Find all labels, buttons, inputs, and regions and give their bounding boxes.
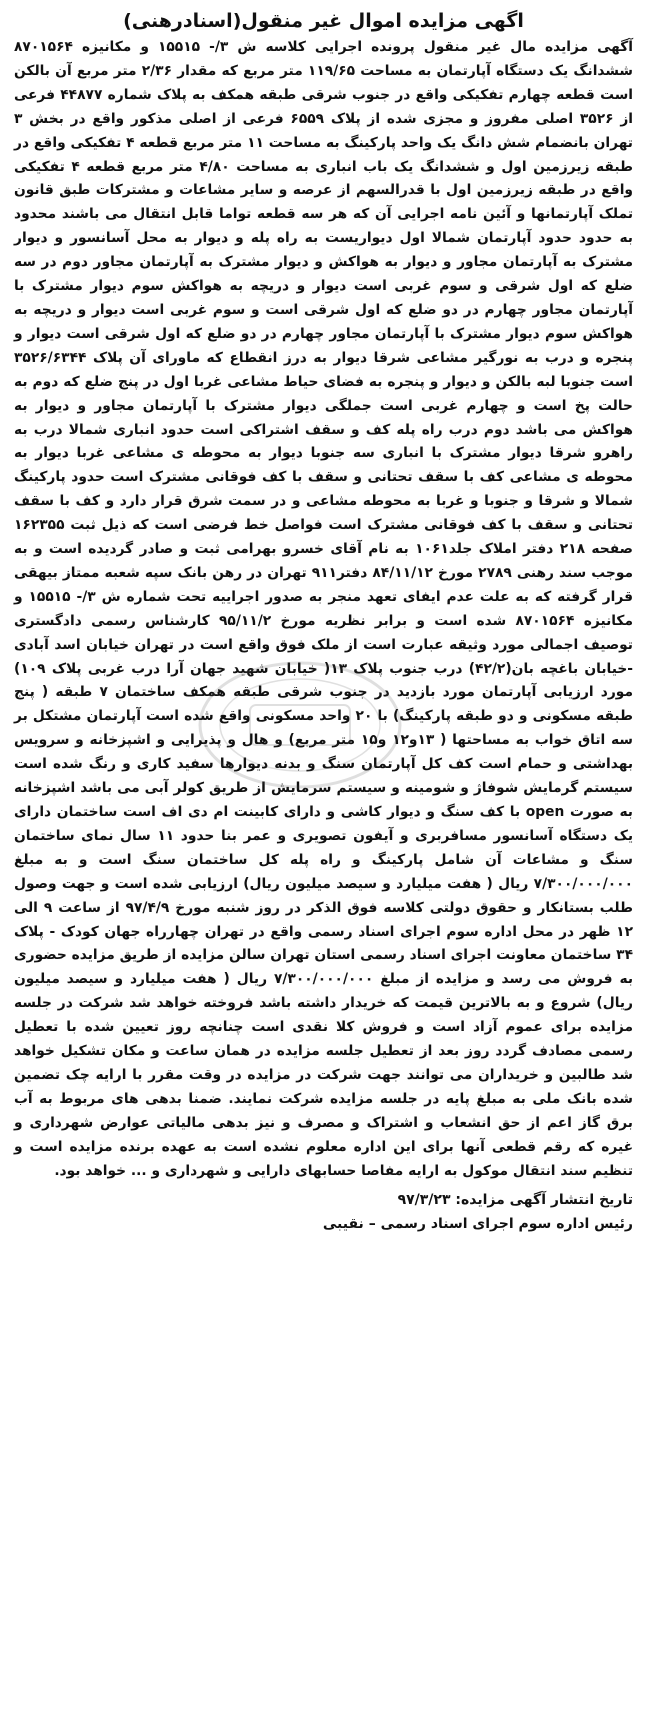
signature: رئیس اداره سوم اجرای اسناد رسمی – نقیبی bbox=[322, 1215, 633, 1232]
publish-date-value: ۹۷/۳/۲۳ bbox=[397, 1191, 451, 1208]
notice-title: اگهی مزایده اموال غیر منقول(اسنادرهنی) bbox=[123, 10, 524, 32]
notice-body: آگهی مزایده مال غیر منقول پرونده اجرایی کلاسه ش ۳/- ۱۵۵۱۵ و مکانیزه ۸۷۰۱۵۶۴ ششدانگ یک دستگاه آپارتمان به مساحت ۱۱۹/۶۵ متر مربع که مقدار ۲/۳۶ متر مربع آن بالکن است قطعه چهارم تفکیکی واقع در جنوب شرقی طبقه همکف به پلاک شماره ۴۴۸۷۷ فرعی از ۳۵۲۶ اصلی مفروز و مجزی شده از پلاک ۶۵۵۹ فرعی از اصلی مذکور واقع در بخش ۳ تهران بانضمام شش دانگ یک واحد پارکینگ به مساحت ۱۱ متر مربع قطعه ۴ تفکیکی واقع در طبقه زیرزمین اول و ششدانگ یک باب انباری به مساحت ۴/۸۰ متر مربع قطعه ۴ تفکیکی واقع در طبقه زیرزمین اول با قدرالسهم از عرصه و سایر مشاعات و مشترکات طبق قانون تملک آپارتمانها و آئین نامه اجرایی آن که هر سه قطعه تواما قابل انتقال می باشند محدود به حدود حدود آپارتمان شمالا اول دیواریست به راه پله و دیوار به محل آسانسور و دیوار مشترک به آپارتمان مجاور و دیوار به هواکش و دیوار مشترک به آپارتمان مجاور دوم در سه ضلع که اول شرقی و سوم غربی است دیوار و دریچه به هواکش سوم دیوار مشترک با آپارتمان مجاور چهارم در دو ضلع که اول شرقی است و سوم غربی است دیوار و دریچه به هواکش سوم دیوار مشترک با آپارتمان مجاور چهارم در دو ضلع که اول شرقی است دیوار و پنجره و درب به نورگیر مشاعی شرقا دیوار به درز انقطاع که ماورای آن پلاک ۳۵۲۶/۶۳۴۴ است جنوبا لبه بالکن و دیوار و پنجره به فضای حیاط مشاعی غربا اول در پنج ضلع که دوم به حالت پخ است و چهارم غربی است جملگی دیوار مشترک با آپارتمان مجاور و دیوار به هواکش می باشد دوم درب راه پله کف و سقف اشتراکی است حدود انباری شمالا درب به راهرو شرقا دیوار مشترک با انباری سه جنوبا دیوار به محوطه ی مشاعی غربا دیوار به محوطه ی مشاعی کف با سقف تحتانی و سقف با کف فوقانی مشترک است حدود پارکینگ شمالا و شرقا و جنوبا و غربا به محوطه مشاعی و در سمت شرق قرار دارد و کف با سقف تحتانی و سقف با کف فوقانی مشترک است فواصل خط فرضی است که ذیل ثبت ۱۶۲۳۵۵ صفحه ۲۱۸ دفتر املاک جلد۱۰۶۱ به نام آقای خسرو بهرامی ثبت و صادر گردیده است و به موجب سند رهنی ۲۷۸۹ مورخ ۸۴/۱۱/۱۲ دفتر۹۱۱ تهران در رهن بانک سپه شعبه ممتاز بیهقی قرار گرفته که به علت عدم ایفای تعهد منجر به صدور اجراییه تحت شماره ش ۳/- ۱۵۵۱۵ و مکانیزه ۸۷۰۱۵۶۴ شده است و برابر نظریه مورخ ۹۵/۱۱/۲ کارشناس رسمی دادگستری توصیف اجمالی مورد وثیقه عبارت است از ملک فوق واقع است در تهران خیابان اسد آبادی -خیابان باغچه بان(۴۲/۲) درب جنوب پلاک ۱۳( خیابان شهید جهان آرا درب غربی پلاک ۱۰۹) مورد ارزیابی آپارتمان مورد بازدید در جنوب شرقی طبقه همکف ساختمان ۷ طبقه ( پنج طبقه مسکونی و دو طبقه پارکینگ) با ۲۰ واحد مسکونی واقع شده است آپارتمان مشتکل بر سه اتاق خواب به مساحتها ( ۱۳و۱۲ و۱۵ متر مربع) و هال و پذیرایی و اشپزخانه و سرویس بهداشتی و حمام است کف کل آپارتمان سنگ و بدنه دیوارها سفید کاری و رنگ شده است سیستم گرمایش شوفاژ و شومینه و سیستم سرمایش از طریق کولر آبی می باشد اشپزخانه به صورت open با کف سنگ و دیوار کاشی و دارای کابینت ام دی اف است ساختمان دارای یک دستگاه آسانسور مسافربری و آیفون تصویری و عمر بنا حدود ۱۱ سال نمای ساختمان سنگ و مشاعات آن شامل پارکینگ و راه پله کل ساختمان سنگ است و به مبلغ ۷/۳۰۰/۰۰۰/۰۰۰ ریال ( هفت میلیارد و سیصد میلیون ریال) ارزیابی شده است و جهت وصول طلب بستانکار و حقوق دولتی کلاسه فوق الذکر در روز شنبه مورخ ۹۷/۴/۹ از ساعت ۹ الی ۱۲ ظهر در محل اداره سوم اجرای اسناد رسمی واقع در تهران چهارراه جهان کودک - پلاک ۳۴ ساختمان معاونت اجرای اسناد رسمی استان تهران سالن مزایده از طریق مزایده حضوری به فروش می رسد و مزایده از مبلغ ۷/۳۰۰/۰۰۰/۰۰۰ ریال ( هفت میلیارد و سیصد میلیون ریال) شروع و به بالاترین قیمت که خریدار داشته باشد فروخته خواهد شد شرکت در جلسه مزایده برای عموم آزاد است و فروش کلا نقدی است چنانچه روز تعیین شده با تعطیل رسمی مصادف گردد روز بعد از تعطیل جلسه مزایده در همان ساعت و مکان تشکیل خواهد شد طالبین و خریداران می توانند جهت شرکت در مزایده در وقت مقرر با ارایه چک تضمین شده بانک ملی به مبلغ پایه در جلسه مزایده شرکت نمایند. ضمنا بدهی های مربوط به آب برق گاز اعم از حق انشعاب و اشتراک و مصرف و نیز بدهی مالیاتی عوارض شهرداری و غیره که رقم قطعی آنها برای این اداره معلوم نشده است به عهده برنده مزایده است و تنظیم سند انتقال موکول به ارایه مفاصا حسابهای دارایی و شهرداری و ... خواهد بود. bbox=[14, 39, 634, 1179]
publish-line bbox=[14, 1188, 633, 1212]
notice-footer bbox=[14, 1188, 633, 1236]
publish-date-label: تاریخ انتشار آگهی مزایده: bbox=[455, 1191, 633, 1208]
